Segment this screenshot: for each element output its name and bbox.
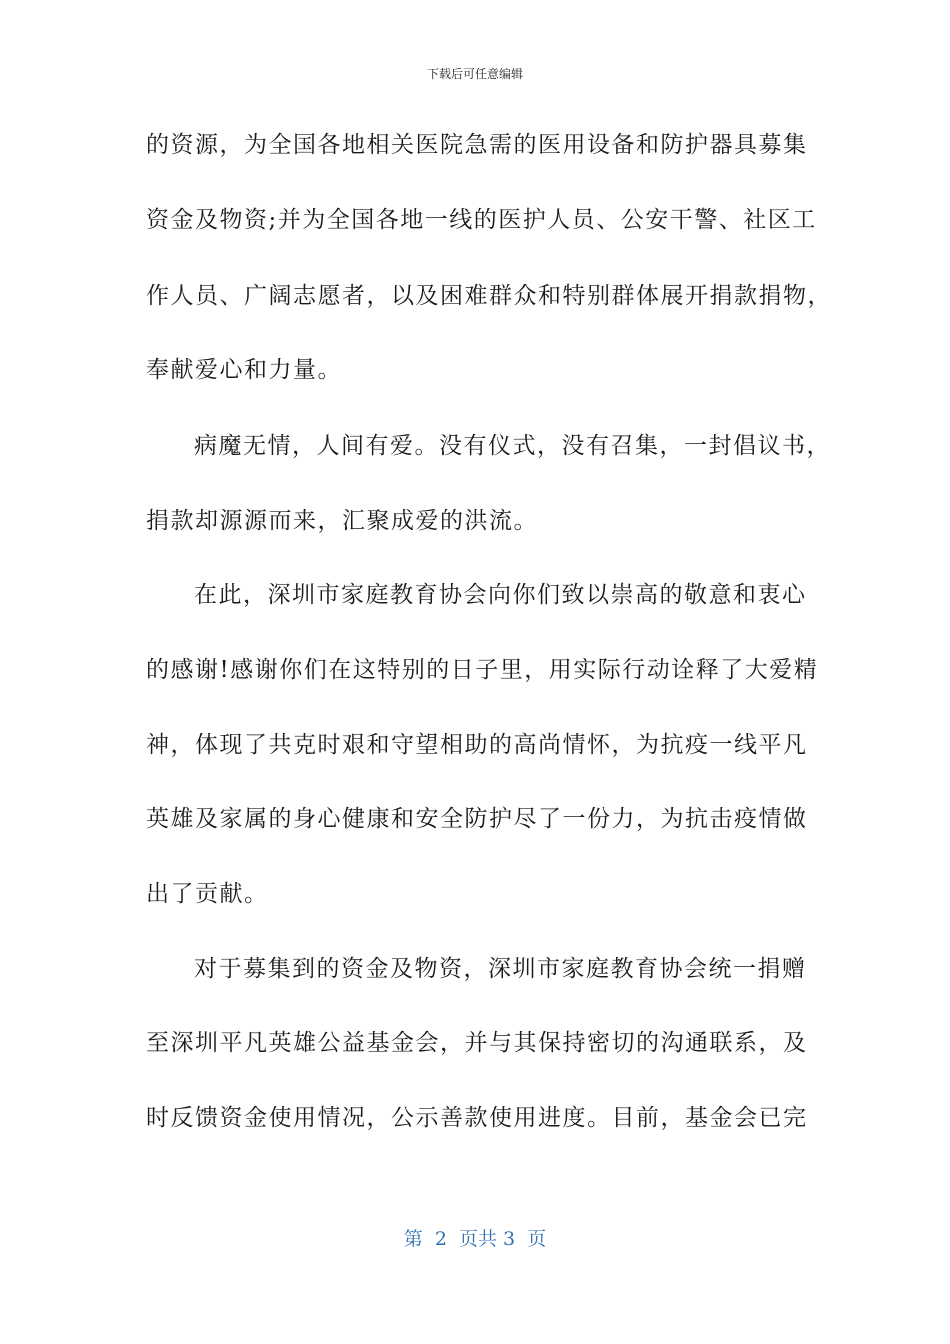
body-line: 的资源，为全国各地相关医院急需的医用设备和防护器具募集: [146, 132, 808, 158]
body-line: 英雄及家属的身心健康和安全防护尽了一份力，为抗击疫情做: [146, 806, 808, 832]
body-line: 至深圳平凡英雄公益基金会，并与其保持密切的沟通联系，及: [146, 1030, 808, 1056]
body-line: 出了贡献。: [146, 881, 269, 907]
body-line: 时反馈资金使用情况，公示善款使用进度。目前，基金会已完: [146, 1105, 808, 1131]
body-line: 捐款却源源而来，汇聚成爱的洪流。: [146, 508, 538, 534]
body-line: 作人员、广阔志愿者，以及困难群众和特别群体展开捐款捐物，: [146, 283, 832, 309]
body-line: 资金及物资;并为全国各地一线的医护人员、公安干警、社区工: [146, 207, 817, 233]
paragraph-first-line: 病魔无情，人间有爱。没有仪式，没有召集，一封倡议书，: [194, 433, 831, 459]
body-line: 的感谢!感谢你们在这特别的日子里，用实际行动诠释了大爱精: [146, 657, 819, 683]
body-line: 神，体现了共克时艰和守望相助的高尚情怀，为抗疫一线平凡: [146, 732, 808, 758]
paragraph-first-line: 对于募集到的资金及物资，深圳市家庭教育协会统一捐赠: [194, 956, 807, 982]
page-header: 下载后可任意编辑: [426, 67, 523, 81]
page-number: 第 2 页共 3 页: [403, 1228, 547, 1250]
body-line: 奉献爱心和力量。: [146, 357, 342, 383]
paragraph-first-line: 在此，深圳市家庭教育协会向你们致以崇高的敬意和衷心: [194, 582, 807, 608]
